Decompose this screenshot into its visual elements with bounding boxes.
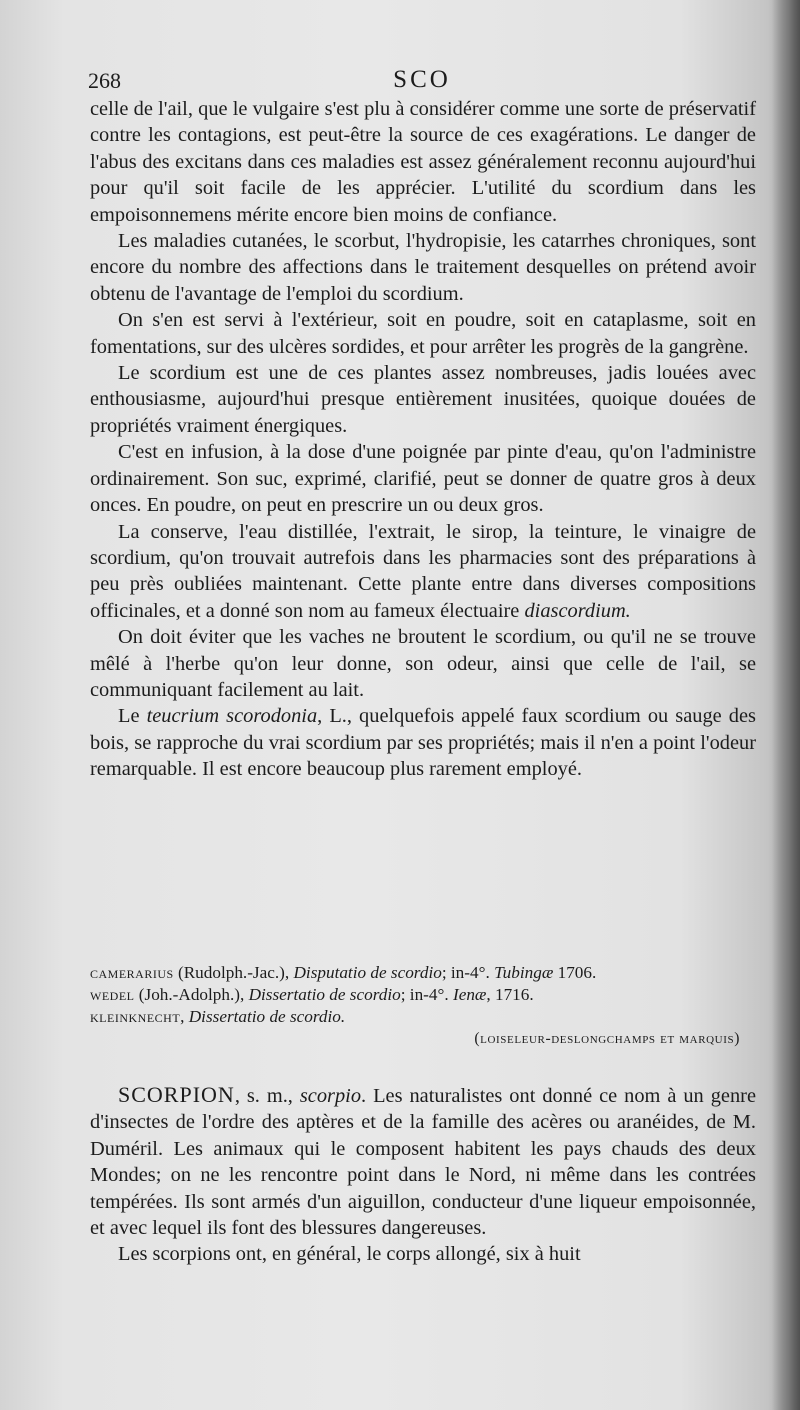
bib-names: (Rudolph.-Jac.), — [173, 963, 294, 982]
bib-title: Dissertatio de scordio. — [188, 1007, 346, 1026]
bib-names: (Joh.-Adolph.), — [134, 985, 249, 1004]
article-body-scordium — [90, 96, 756, 783]
scorpion-paragraph-2: Les scorpions ont, en général, le corps allongé, six à huit — [118, 1243, 581, 1266]
bib-year: , 1716. — [486, 985, 534, 1004]
bib-year: 1706. — [553, 963, 597, 982]
paragraph-1: celle de l'ail, que le vulgaire s'est plu à considérer comme une sorte de préservatif contre les contagions, est peut-être la source de ces exagérations. Le danger de l'abus des excitans dans ces maladies est assez généralement reconnu aujourd'hui pour qu'il soit facile de les apprécier. L'utilité du scordium dans les empoisonnemens mérite encore bien moins de confiance. — [90, 98, 756, 226]
bib-author: wedel — [90, 985, 135, 1004]
bibliography-entry — [90, 962, 756, 984]
part-of-speech: , s. m., — [234, 1085, 300, 1107]
paragraph-7: On doit éviter que les vaches ne broutent le scordium, ou qu'il ne se trouve mêlé à l'herbe qu'on leur donne, son odeur, ainsi que celle de l'ail, se communiquant facilement au lait. — [90, 626, 756, 701]
scorpion-paragraph-1-text: . Les naturalistes ont donné ce nom à un genre d'insectes de l'ordre des aptères et de la famille des acères ou aranéides, de M. Duméril. Les animaux qui le composent habitent les pays chauds des deux Mondes; on ne les rencontre point dans le Nord, ni même dans les contrées tempérées. Ils sont armés d'un aiguillon, conducteur d'une liqueur empoisonnée, et avec lequel ils font des blessures dangereuses. — [90, 1085, 756, 1240]
paragraph-8 — [90, 703, 756, 782]
latin-name: scorpio — [299, 1085, 362, 1107]
paragraph-6 — [90, 519, 756, 625]
paragraph-3: On s'en est servi à l'extérieur, soit en poudre, soit en cataplasme, soit en fomentations, sur des ulcères sordides, et pour arrêter les progrès de la gangrène. — [90, 309, 756, 358]
bib-names: , — [180, 1007, 189, 1026]
running-head: SCO — [393, 66, 451, 93]
bib-title: Dissertatio de scordio — [248, 985, 401, 1004]
bib-author: kleinknecht — [90, 1007, 181, 1026]
bib-format: ; in-4°. — [400, 985, 453, 1004]
paragraph-6-italic: diascordium. — [524, 599, 631, 622]
author-signature: (loiseleur-deslongchamps et marquis) — [474, 1030, 740, 1047]
bib-format: ; in-4°. — [441, 963, 495, 982]
paragraph-6-text: La conserve, l'eau distillée, l'extrait, le sirop, la teinture, le vinaigre de scordium, qu'on trouvait autrefois dans les pharmacies sont des préparations à peu près oubliées maintenant. Cette plante entre dans diverses compositions officinales, et a donné son nom au fameux électuaire — [90, 520, 756, 622]
paragraph-8-italic: teucrium scorodonia — [146, 705, 318, 728]
paragraph-4: Le scordium est une de ces plantes assez nombreuses, jadis louées avec enthousiasme, aujourd'hui presque entièrement inusitées, quoique douées de propriétés vraiment énergiques. — [90, 362, 756, 437]
bibliography-entry — [90, 1006, 756, 1028]
paragraph-5: C'est en infusion, à la dose d'une poignée par pinte d'eau, qu'on l'administre ordinairement. Son suc, exprimé, clarifié, peut se donner de quatre gros à deux onces. En poudre, on peut en prescrire un ou deux gros. — [90, 441, 756, 517]
paragraph-8-lead: Le — [118, 705, 147, 728]
headword: SCORPION — [118, 1082, 235, 1107]
bibliography — [90, 962, 756, 1050]
bibliography-entry — [90, 984, 756, 1006]
bib-place: Ienæ — [452, 985, 487, 1004]
article-scorpion — [90, 1082, 756, 1268]
bib-title: Disputatio de scordio — [293, 963, 442, 982]
paragraph-2: Les maladies cutanées, le scorbut, l'hydropisie, les catarrhes chroniques, sont encore du nombre des affections dans le traitement desquelles on prétend avoir obtenu de l'avantage de l'emploi du scordium. — [90, 230, 756, 305]
scorpion-paragraph-1 — [90, 1082, 756, 1241]
page-number: 268 — [88, 68, 121, 93]
paragraph-8-rest: , L., quelquefois appelé faux scordium ou sauge des bois, se rapproche du vrai scordium par ses propriétés; mais il n'en a point l'odeur remarquable. Il est encore beaucoup plus rarement employé. — [90, 705, 756, 781]
bib-place: Tubingæ — [494, 963, 554, 982]
page-spine-shadow — [772, 0, 800, 1410]
bib-author: camerarius — [90, 963, 174, 982]
